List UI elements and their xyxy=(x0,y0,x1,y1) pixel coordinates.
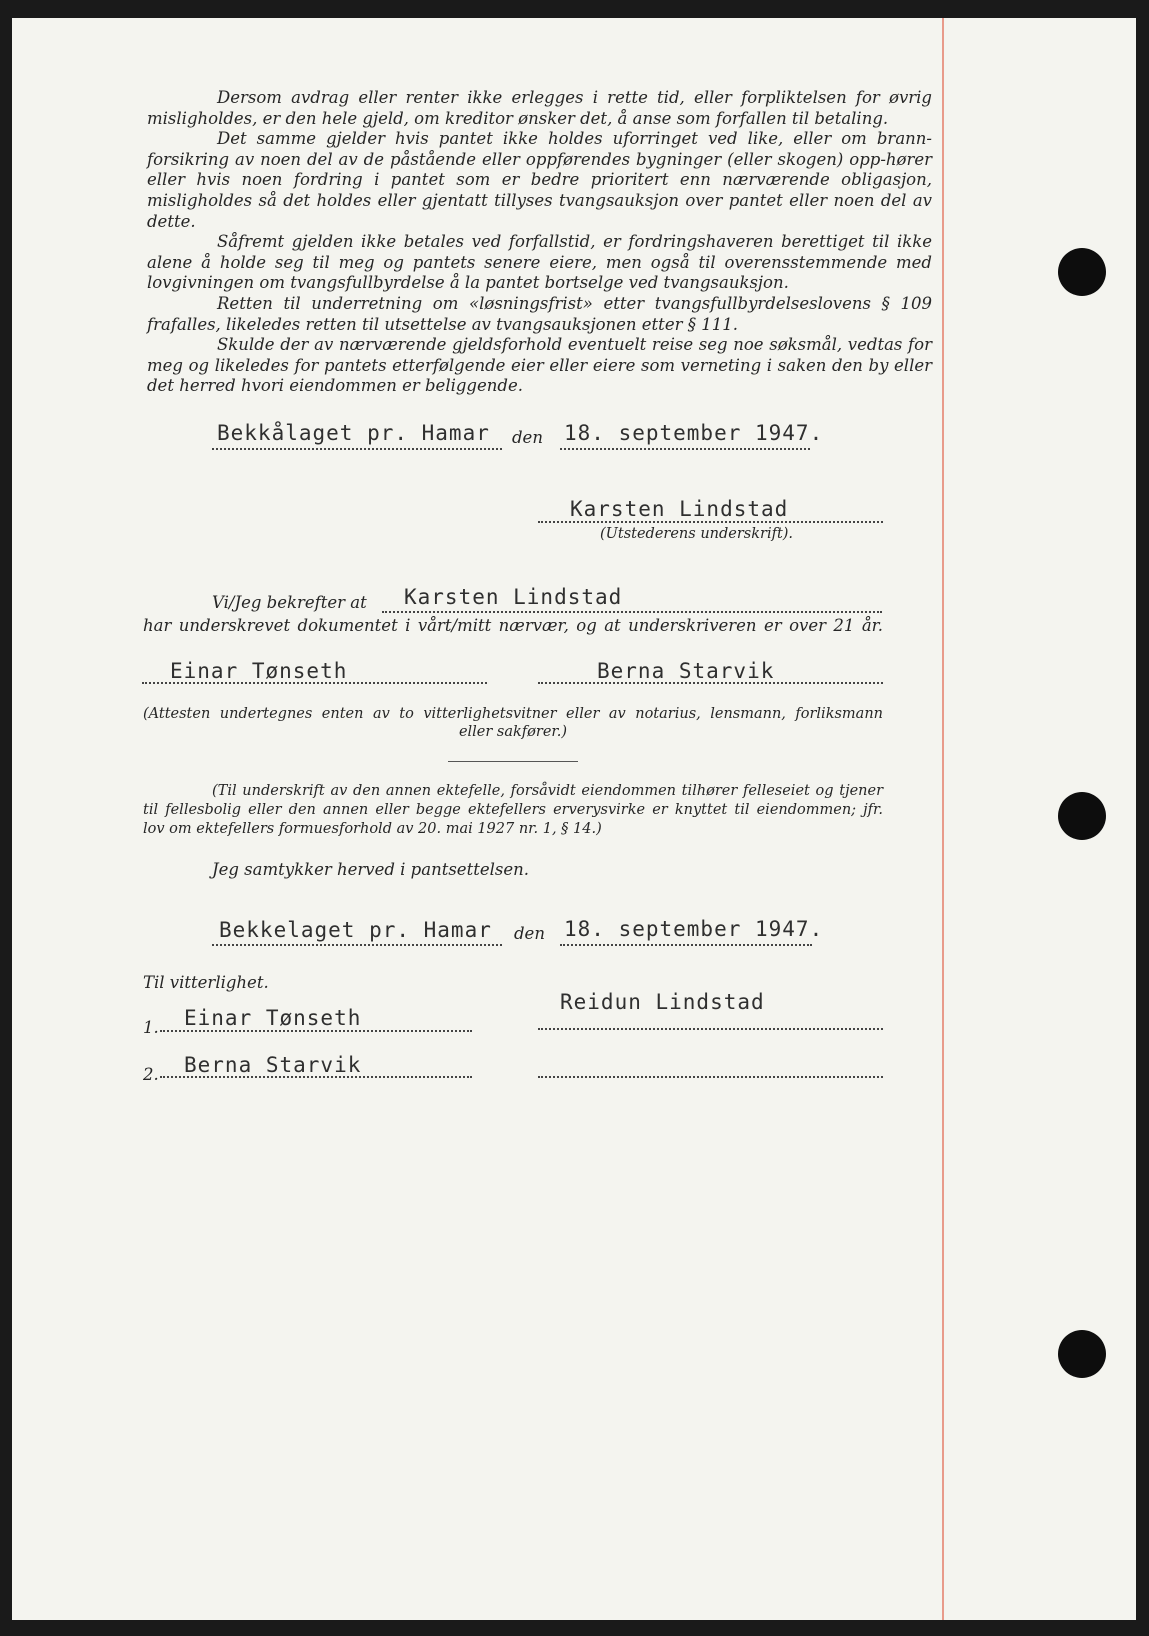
attest-note-line2: eller sakfører.) xyxy=(458,724,568,740)
witness-2-line xyxy=(160,1076,472,1078)
spouse-note-line1: (Til underskrift av den annen ektefelle, forsåvidt eiendommen tilhører felleseiet og tjener xyxy=(212,783,883,799)
witness-number-1: 1. xyxy=(143,1018,159,1037)
vitterlighet-witness-1: Einar Tønseth xyxy=(184,1006,362,1030)
dating-date-2: 18. september 1947. xyxy=(564,917,824,941)
terms-text xyxy=(147,88,932,397)
den-label-2: den xyxy=(514,924,545,943)
confirmation-name: Karsten Lindstad xyxy=(404,585,623,609)
confirmation-prefix: Vi/Jeg bekrefter at xyxy=(212,593,367,612)
paragraph-default: Dersom avdrag eller renter ikke erlegges i rette tid, eller forpliktelsen for øvrig misligholdes, er den hele gjeld, om kreditor ønsker det, å anse som forfallen til betaling. xyxy=(147,88,932,128)
witness-1-line xyxy=(160,1030,472,1032)
punch-hole-icon xyxy=(1058,792,1106,840)
date-line-2 xyxy=(560,944,812,946)
confirmation-line2: har underskrevet dokumentet i vårt/mitt nærvær, og at underskriveren er over 21 år. xyxy=(143,616,883,635)
paragraph-enforcement: Såfremt gjelden ikke betales ved forfallstid, er fordringshaveren berettiget til ikke alene å holde seg til meg og pantets senere eiere, men også til overensstemmende med lovgivningen om tvangsfullbyrdelse å la pantet bortselge ved tvangsauksjon. xyxy=(147,232,932,293)
witness-left-line xyxy=(142,682,487,684)
issuer-signature: Karsten Lindstad xyxy=(570,497,789,521)
vitterlighet-witness-2: Berna Starvik xyxy=(184,1053,362,1077)
witness-left: Einar Tønseth xyxy=(170,659,348,683)
spouse-note-line2: til fellesbolig eller den annen eller begge ektefellers erverysvirke er knyttet til eiendommen; jfr. xyxy=(143,802,883,818)
dating-place: Bekkålaget pr. Hamar xyxy=(217,421,490,445)
paragraph-venue: Skulde der av nærværende gjeldsforhold eventuelt reise seg noe søksmål, vedtas for meg og likeledes for pantets etterfølgende eier eller eiere som verneting i saken den by eller det herred hvori eiendommen er beliggende. xyxy=(147,335,932,396)
punch-hole-icon xyxy=(1058,1330,1106,1378)
witness-number-2: 2. xyxy=(143,1065,159,1084)
red-margin-line xyxy=(942,18,944,1620)
vitterlighet-heading: Til vitterlighet. xyxy=(143,973,269,992)
spouse-signature-line xyxy=(538,1028,883,1030)
spouse-note-line3: lov om ektefellers formuesforhold av 20. mai 1927 nr. 1, § 14.) xyxy=(143,821,602,837)
issuer-signature-line xyxy=(538,521,883,523)
paragraph-notice: Retten til underretning om «løsningsfrist» etter tvangsfullbyrdelseslovens § 109 frafalles, likeledes retten til utsettelse av tvangsauksjonen etter § 111. xyxy=(147,293,932,334)
date-line xyxy=(560,448,810,450)
spouse-signature: Reidun Lindstad xyxy=(560,990,765,1014)
place-line-2 xyxy=(212,944,502,946)
confirmation-name-line xyxy=(382,611,882,613)
consent-text: Jeg samtykker herved i pantsettelsen. xyxy=(212,860,529,879)
issuer-caption: (Utstederens underskrift). xyxy=(600,526,794,542)
place-line xyxy=(212,448,502,450)
paragraph-collateral: Det samme gjelder hvis pantet ikke holdes uforringet ved like, eller om brann-forsikring av noen del av de påstående eller oppførendes bygninger (eller skogen) opp-hører eller hvis noen fordring i pantet som er bedre prioritert enn nærværende obligasjon, misligholdes så det holdes eller gjentatt tillyses tvangsauksjon over pantet eller noen del av dette. xyxy=(147,129,932,231)
dating-place-2: Bekkelaget pr. Hamar xyxy=(219,918,492,942)
witness-right-line xyxy=(538,682,883,684)
separator-rule xyxy=(448,761,578,762)
spouse-signature-line-2 xyxy=(538,1076,883,1078)
witness-right: Berna Starvik xyxy=(597,659,775,683)
dating-date: 18. september 1947. xyxy=(564,421,824,445)
punch-hole-icon xyxy=(1058,248,1106,296)
attest-note-line1: (Attesten undertegnes enten av to vitterlighetsvitner eller av notarius, lensmann, forliksmann xyxy=(143,706,883,722)
den-label: den xyxy=(512,428,543,447)
document-page xyxy=(12,18,1136,1620)
